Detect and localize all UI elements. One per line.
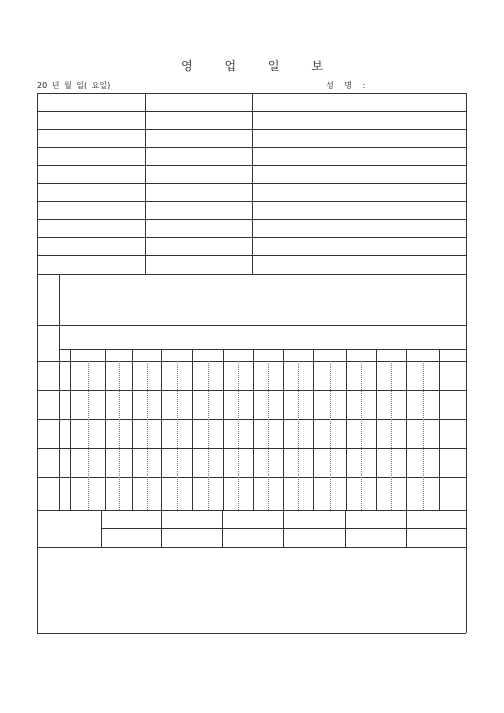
summary-label-divider	[101, 510, 102, 547]
half-hour-gridline	[88, 361, 89, 510]
summary-col-divider	[406, 510, 407, 547]
hour-gridline	[346, 349, 347, 510]
hour-gridline	[105, 349, 106, 510]
visit-row-line	[37, 274, 466, 275]
hour-gridline	[439, 349, 440, 510]
hour-gridline	[283, 349, 284, 510]
half-hour-gridline	[177, 361, 178, 510]
activity-row-line	[37, 448, 466, 449]
hour-line	[59, 349, 466, 350]
hour-gridline	[253, 349, 254, 510]
half-hour-gridline	[423, 361, 424, 510]
date-line: 20 년 월 일( 요일)	[37, 81, 111, 90]
half-hour-gridline	[238, 361, 239, 510]
half-hour-gridline	[330, 361, 331, 510]
hour-gridline	[223, 349, 224, 510]
name-label: 성 명 :	[326, 81, 370, 90]
summary-bottom-line	[37, 547, 466, 548]
hour-gridline	[313, 349, 314, 510]
half-hour-gridline	[147, 361, 148, 510]
summary-col-divider	[345, 510, 346, 547]
half-hour-gridline	[268, 361, 269, 510]
report-title: 영 업 일 보	[181, 59, 337, 73]
summary-col-divider	[283, 510, 284, 547]
grid-line	[59, 349, 60, 361]
hour-gridline	[376, 349, 377, 510]
form-left-border	[37, 93, 38, 633]
activity-row-line	[37, 390, 466, 391]
half-hour-gridline	[361, 361, 362, 510]
half-hour-gridline	[208, 361, 209, 510]
form-right-border	[466, 93, 467, 633]
hour-gridline	[70, 349, 71, 510]
half-hour-gridline	[119, 361, 120, 510]
graph-top-line	[37, 325, 466, 326]
label-column-divider	[59, 274, 60, 510]
summary-col-divider	[161, 510, 162, 547]
half-hour-gridline	[298, 361, 299, 510]
activity-row-line	[37, 419, 466, 420]
half-hour-gridline	[391, 361, 392, 510]
visit-col-divider	[252, 93, 253, 274]
hour-gridline	[192, 349, 193, 510]
activity-top-line	[37, 361, 466, 362]
hour-gridline	[132, 349, 133, 510]
visit-col-divider	[145, 93, 146, 274]
activity-row-line	[37, 477, 466, 478]
summary-col-divider	[222, 510, 223, 547]
hour-gridline	[161, 349, 162, 510]
form-bottom-border	[37, 633, 466, 634]
hour-gridline	[406, 349, 407, 510]
